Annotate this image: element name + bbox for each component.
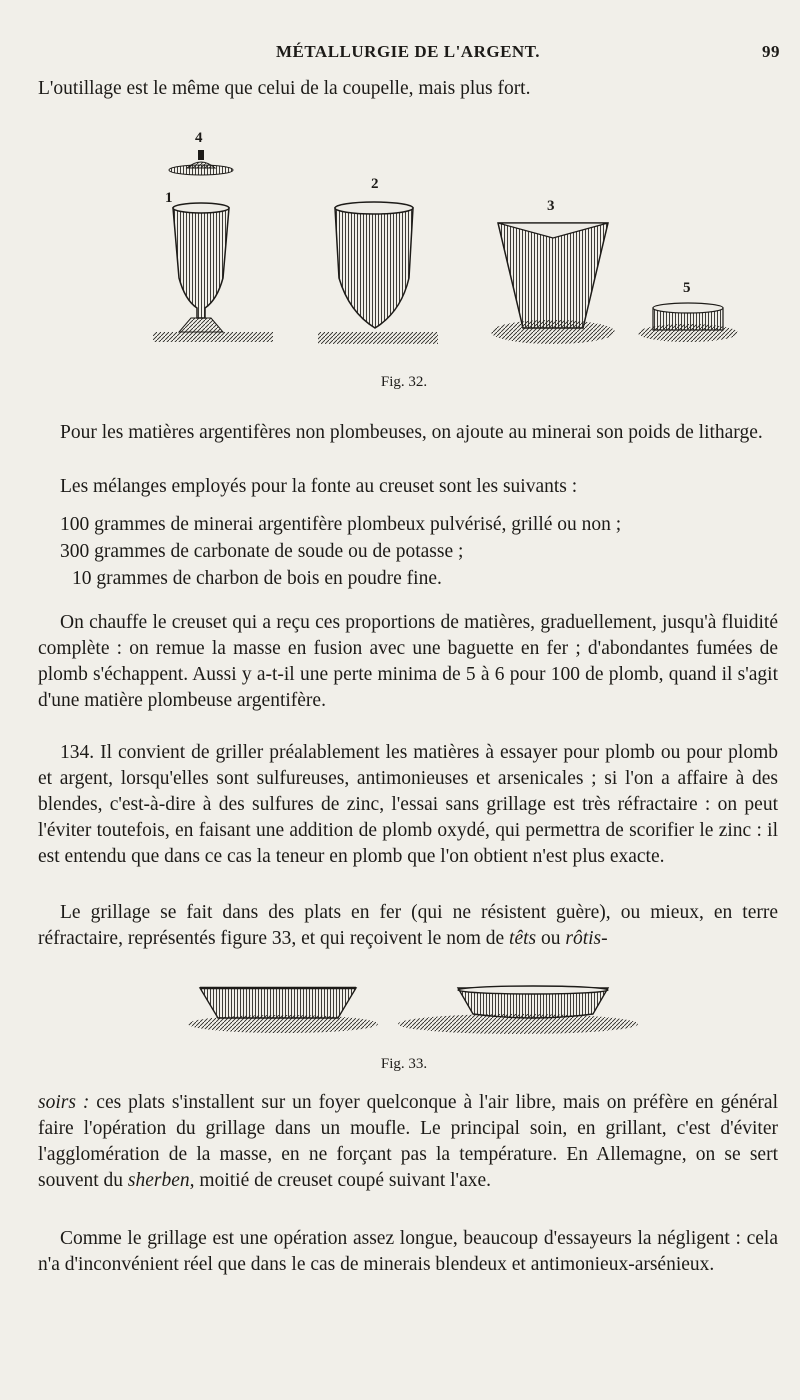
crucible-drawing — [318, 202, 438, 344]
fig-label-2: 2 — [371, 176, 379, 192]
figure-32-illustration — [113, 128, 753, 368]
term-sherben: sherben, — [127, 1170, 195, 1191]
p5-text-mid: ou — [536, 928, 566, 949]
intro-line: L'outillage est le même que celui de la coupelle, mais plus fort. — [38, 78, 531, 99]
triangular-crucible-drawing — [491, 223, 615, 344]
recipe-line-2: 300 grammes de carbonate de soude ou de potasse ; — [60, 541, 464, 562]
recipe-line-1: 100 grammes de minerai argentifère plombeux pulvérisé, grillé ou non ; — [60, 514, 622, 535]
figure-33-illustration — [188, 982, 668, 1042]
running-title: MÉTALLURGIE DE L'ARGENT. — [275, 42, 541, 61]
paragraph-2: Les mélanges employés pour la fonte au creuset sont les suivants : — [60, 476, 578, 497]
roasting-dish-1-drawing — [188, 988, 378, 1033]
book-page — [38, 0, 778, 1400]
term-rotissoirs: rôtis- — [565, 928, 608, 949]
paragraph-7: Comme le grillage est une opération assez longue, beaucoup d'essayeurs la négligent : cela n'a d'inconvénient réel que dans le cas de minerais blendeux et antimonieux-arsénieux. — [38, 1228, 778, 1275]
fig-label-5: 5 — [683, 280, 691, 296]
recipe-line-3: 10 grammes de charbon de bois en poudre fine. — [72, 568, 442, 589]
fig-label-4: 4 — [195, 130, 203, 146]
figure-33-caption: Fig. 33. — [380, 1056, 428, 1072]
figure-32-caption: Fig. 32. — [380, 374, 428, 390]
page-number: 99 — [762, 42, 780, 61]
paragraph-6 — [38, 1090, 778, 1194]
fig-label-1: 1 — [165, 190, 173, 206]
paragraph-134: 134. Il convient de griller préalablement les matières à essayer pour plomb ou pour plomb et argent, lorsqu'elles sont sulfureuses, antimonieuses et arsenicales ; si l'on a affaire à des blendes, c'est-à-dire à des sulfures de zinc, l'essai sans grillage est très réfractaire : on peut l'éviter toutefois, en faisant une addition de plomb oxydé, qui permettra de scorifier le zinc : il est entendu que dans ce cas la teneur en plomb que l'on obtient n'est plus exacte. — [38, 742, 778, 867]
p6-text-1: ces plats s'installent sur un foyer quelconque à l'air libre, mais on préfère en général faire l'opération du grillage dans un moufle. Le principal soin, en grillant, c'est d'éviter l'agglomération de la masse, en ne forçant pas la température. En Allemagne, on se sert souvent du — [38, 1092, 778, 1191]
roasting-dish-2-drawing — [398, 986, 638, 1034]
p6-text-2: moitié de creuset coupé suivant l'axe. — [194, 1170, 491, 1191]
disk-drawing — [638, 303, 738, 342]
p5-text-before: Le grillage se fait dans des plats en fer (qui ne résistent guère), ou mieux, en terre réfractaire, représentés figure 33, et qui reçoivent le nom de — [38, 902, 778, 949]
paragraph-3: On chauffe le creuset qui a reçu ces proportions de matières, graduellement, jusqu'à fluidité complète : on remue la masse en fusion avec une baguette en fer ; d'abondantes fumées de plomb s'échappent. Aussi y a-t-il une perte minima de 5 à 6 pour 100 de plomb, quand il s'agit d'une matière plombeuse argentifère. — [38, 612, 778, 711]
running-header — [38, 42, 778, 68]
fig-label-3: 3 — [547, 198, 555, 214]
lid-drawing — [169, 150, 233, 175]
paragraph-5 — [38, 900, 778, 952]
cupel-stand-drawing — [153, 203, 273, 342]
term-rotissoirs-cont: soirs : — [38, 1092, 90, 1113]
term-tets: têts — [509, 928, 537, 949]
paragraph-1: Pour les matières argentifères non plombeuses, on ajoute au minerai son poids de litharge. — [60, 422, 763, 443]
